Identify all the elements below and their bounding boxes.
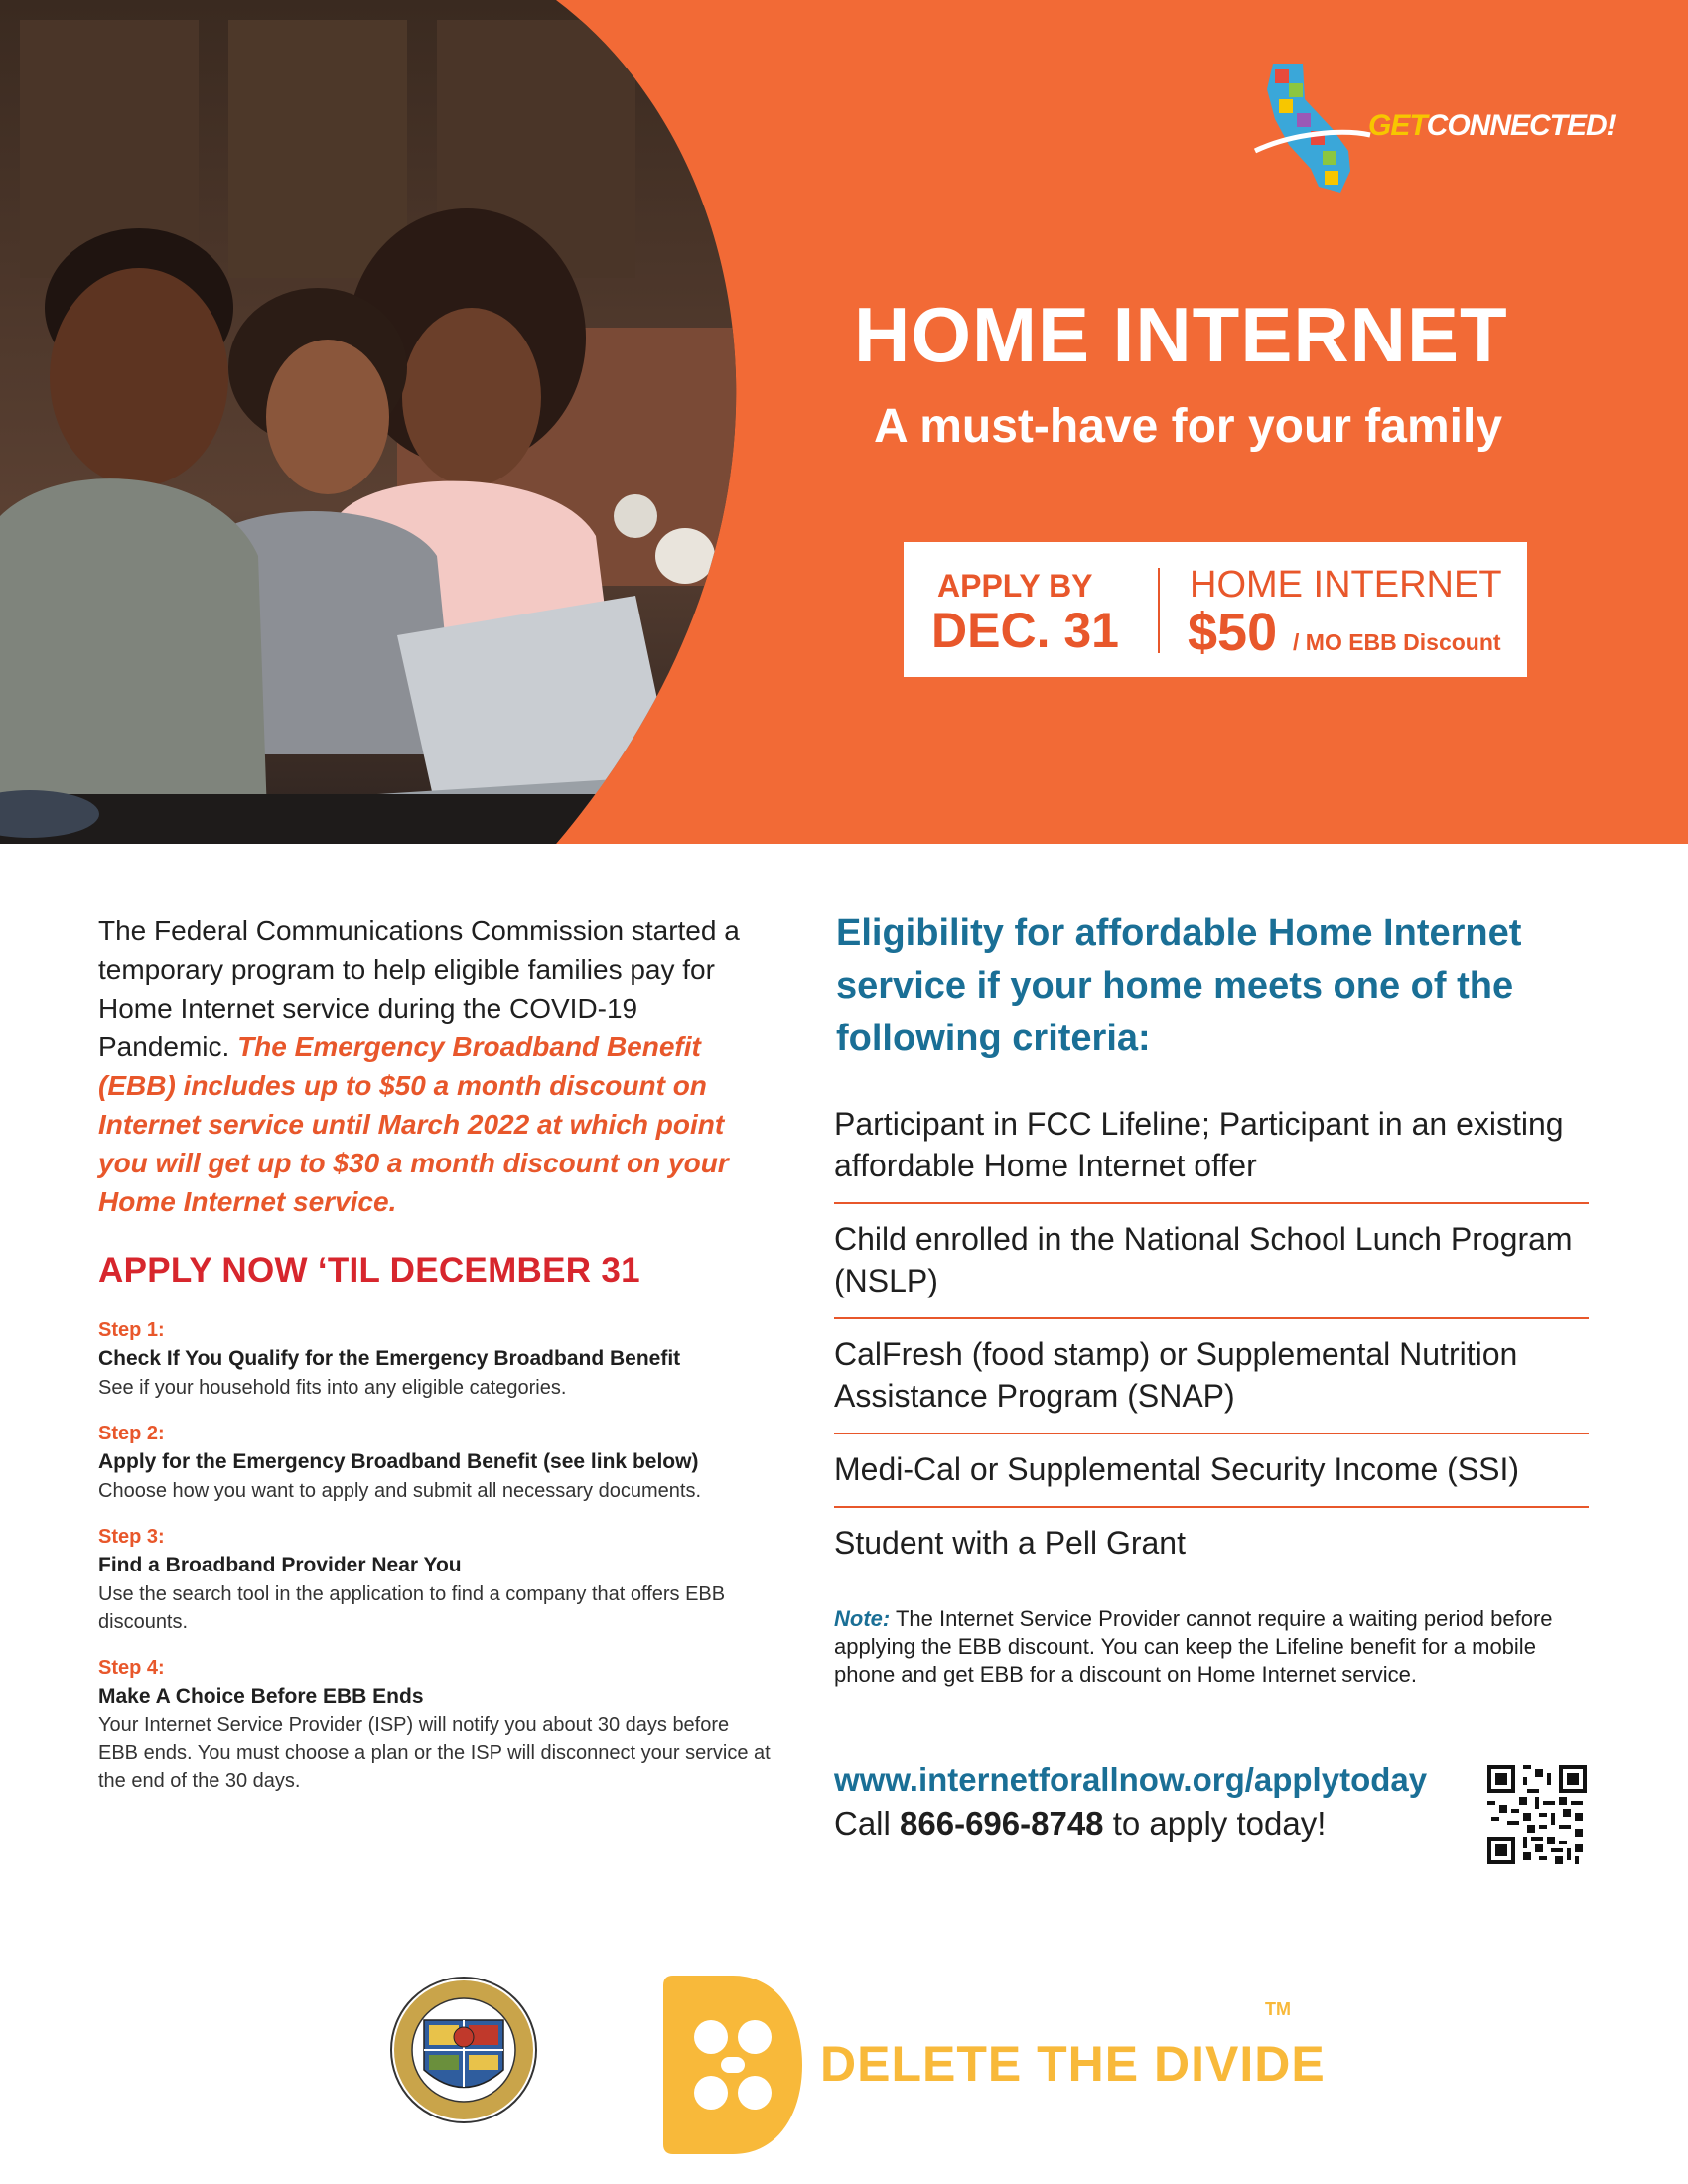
step-title: Check If You Qualify for the Emergency Broadband Benefit — [98, 1347, 681, 1370]
step-description: Use the search tool in the application to find a company that offers EBB discounts. — [98, 1583, 726, 1633]
step-description: See if your household fits into any eligible categories. — [98, 1377, 567, 1399]
step-title: Find a Broadband Provider Near You — [98, 1554, 462, 1576]
get-connected-logo — [1253, 60, 1616, 199]
delete-the-divide-wordmark: DELETE THE DIVIDE — [820, 2036, 1326, 2092]
step-number: Step 2: — [98, 1423, 165, 1444]
call-line — [834, 1805, 1470, 1843]
criteria-item: Student with a Pell Grant — [834, 1525, 1186, 1561]
step-description: Choose how you want to apply and submit all necessary documents. — [98, 1480, 702, 1502]
step-number: Step 3: — [98, 1526, 165, 1548]
apply-now-heading: APPLY NOW ‘TIL DECEMBER 31 — [98, 1251, 640, 1290]
step-3 — [98, 1523, 774, 1636]
note-text: The Internet Service Provider cannot require a waiting period before applying the EBB discount. You can keep the Lifeline benefit for a mobile phone and get EBB for a discount on Home Internet service. — [834, 1606, 1553, 1687]
offer-label: HOME INTERNET — [1190, 564, 1502, 606]
step-number: Step 1: — [98, 1319, 165, 1341]
offer-suffix: / MO EBB Discount — [1293, 629, 1501, 655]
apply-by-label: APPLY BY — [937, 568, 1093, 604]
step-number: Step 4: — [98, 1657, 165, 1679]
intro-plain: The Federal Communications Commission started a temporary program to help eligible families pay for Home Internet service during the COVID-19 Pandemic. — [98, 915, 740, 1062]
qr-code-icon — [1487, 1765, 1587, 1864]
step-2 — [98, 1420, 774, 1505]
trademark-mark: TM — [1265, 1999, 1291, 2019]
intro-emphasis: The Emergency Broadband Benefit (EBB) includes up to $50 a month discount on Internet service until March 2022 at which point you will get up to $30 a month discount on your Home Internet service. — [98, 1031, 729, 1217]
hero-title: HOME INTERNET — [854, 291, 1508, 378]
eligibility-column — [834, 907, 1589, 1689]
brand-connected: CONNECTED! — [1426, 109, 1616, 142]
phone-number[interactable]: 866-696-8748 — [900, 1805, 1104, 1842]
brand-wordmark — [1368, 109, 1616, 143]
offer-amount: $50 — [1188, 603, 1278, 662]
delete-the-divide-logo — [663, 1976, 1326, 2154]
california-puzzle-logo — [1253, 60, 1372, 199]
eligibility-note — [834, 1605, 1569, 1689]
apply-by-date: DEC. 31 — [931, 603, 1119, 658]
step-1 — [98, 1316, 774, 1402]
criteria-item: Medi-Cal or Supplemental Security Income (SSI) — [834, 1434, 1589, 1508]
contact-block — [834, 1761, 1470, 1843]
intro-paragraph — [98, 911, 774, 1221]
call-suffix: to apply today! — [1112, 1805, 1327, 1842]
criteria-item: CalFresh (food stamp) or Supplemental Nutrition Assistance Program (SNAP) — [834, 1319, 1589, 1434]
criteria-item: Participant in FCC Lifeline; Participant in an existing affordable Home Internet offer — [834, 1089, 1589, 1204]
hero-subtitle: A must-have for your family — [874, 400, 1503, 453]
step-title: Apply for the Emergency Broadband Benefit (see link below) — [98, 1450, 699, 1473]
county-seal-icon — [389, 1976, 538, 2124]
call-prefix: Call — [834, 1805, 891, 1842]
apply-box-divider — [1158, 568, 1160, 653]
hero-banner — [0, 0, 1688, 844]
note-label: Note: — [834, 1606, 891, 1631]
apply-url-link[interactable]: www.internetforallnow.org/applytoday — [834, 1761, 1428, 1798]
delete-the-divide-icon — [663, 1976, 802, 2154]
brand-get: GET — [1368, 109, 1427, 142]
county-seal — [389, 1976, 538, 2124]
criteria-item: Child enrolled in the National School Lunch Program (NSLP) — [834, 1204, 1589, 1319]
qr-code[interactable] — [1487, 1765, 1587, 1864]
step-4 — [98, 1654, 774, 1795]
eligibility-heading: Eligibility for affordable Home Internet service if your home meets one of the following criteria: — [836, 912, 1522, 1059]
apply-by-box — [904, 542, 1527, 677]
step-title: Make A Choice Before EBB Ends — [98, 1685, 424, 1707]
step-description: Your Internet Service Provider (ISP) will notify you about 30 days before EBB ends. You must choose a plan or the ISP will disconnect your service at the end of the 30 days. — [98, 1714, 771, 1792]
program-info-column — [98, 911, 774, 1813]
